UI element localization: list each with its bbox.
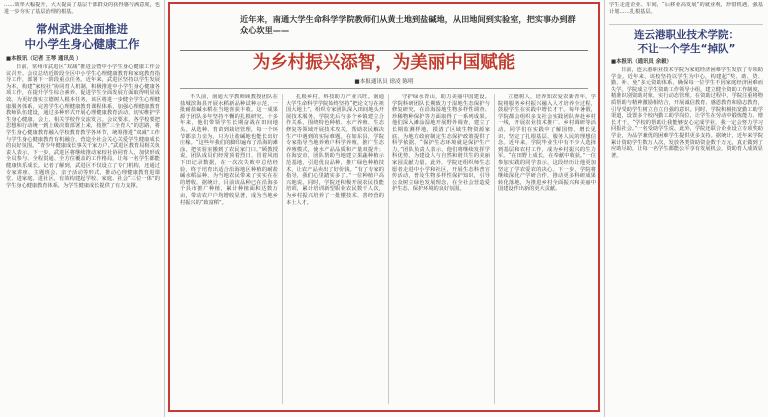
right-divider xyxy=(604,0,605,417)
main-title: 为乡村振兴添智，为美丽中国赋能 xyxy=(252,53,516,73)
left-top-snippet: ……效率大幅提升，大大提高了基层干部群众的获得感与满意度，也进一步夯实了基层治理的根基。 xyxy=(4,2,160,15)
main-body-column-1: 不久前，南通大学教师顾教授团队在盐城滨海县开展水稻新品种试种示范，一批耐盐碱水稻在当地喜获丰收。这一成果源于团队多年坚持不懈的扎根研究。十多年来，他们带领学生长期奋战在田间地头，从选种、育苗到栽培管理，每一个环节都亲力亲为，只为让盐碱地也能长出好庄稼。“这些年我们的脚印遍布了沿海的滩涂，把实验室搬到了农民家门口。”顾教授说。团队成员们经常顶着烈日、冒着风雨下田记录数据，在一次次失败中总结经验，终于培育出适合沿海地区种植的耐盐碱水稻品种，为当地农民带来了实实在在的增收。据统计，目前该品种已在沿海多个县市推广种植，累计种植面积达数万亩，带动农户户均增收显著，成为当地乡村振兴的“致富稻”。 xyxy=(180,94,278,206)
left-article-body: 日前，常州市武进区“双减”推进会暨中小学生身心健康工作会议召开。会议总结近阶段全区中小学生心理健康教育和家庭教育指导工作，部署下一阶段重点任务。近年来，武进区坚持以学生发展为本，构建“家校社”协同育人机制，积极推进中小学生身心健康各项工作，在提升学生综合素养、促进学生全面发展方面取得明显成效。为更好落实立德树人根本任务，该区将进一步健全学生心理健康服务体系，完善学生心理健康教育课程体系，加强心理健康教育教师队伍建设，通过多种形式开展心理健康教育活动，切实维护学生身心健康。会上，相关学校作交流发言。会议要求，各学校要把思想和行动统一到上级决策部署上来，按照“三全育人”的思路，将学生身心健康教育融入学校教育教学各环节，统筹推进“双减”工作与学生身心健康教育有机融合，营造全社会关心关爱学生健康成长的良好氛围。“青少年健康成长事关千家万户。”武进区教育局相关负责人表示，下一步，武进区将继续推动家校社协同育人，加快形成全员参与、全程贯通、全方位覆盖的工作格局，让每一名学生都能健康快乐成长。记者了解到，武进区不仅设立了专门机构，还通过专家讲座、主题班会、亲子活动等形式，推动心理健康教育进课堂、进家庭、进社区，有效构建起学校、家庭、社会“三位一体”的学生身心健康教育体系，为学生健康成长提供了有力支撑。 xyxy=(6,64,160,189)
main-lead: 近年来，南通大学生命科学学院教师们从黄土地到盐碱地，从田地间到实验室，把实事办到群众心坎里—— xyxy=(240,14,576,35)
left-headline-line-2: 中小学生身心健康工作 xyxy=(24,37,140,51)
right-article-body: 日前，连云港职业技术学院为家庭经济困难学生发放了专项助学金。近年来，该校坚持以学生为中心，构建起“奖、助、贷、勤、补、免”多元资助体系，确保每一位学生不因家庭经济困难而失学。学院成立学生资助工作领导小组，建立健全资助工作制度，精准识别资助对象，实行动态管理。在资助过程中，学院注重将物质帮助与精神激励相结合，开展诚信教育、感恩教育和励志教育，引导受助学生树立自立自强的意识。同时，学院积极拓宽勤工助学渠道，设置多个校内勤工助学岗位，让学生在劳动中锻炼能力、增长才干。“学校的帮助让我能够安心完成学业，我一定会努力学习回报社会。”一名受助学生说。此外，学院还联合企业设立专项奖助学金，为品学兼优的困难学生提供更多支持。据统计，近年来学院累计资助学生数万人次，发放各类资助资金数千万元，真正做到了应助尽助，让每一名学生都能公平享有发展机会，资助育人成效显著。 xyxy=(611,67,763,159)
left-column xyxy=(2,0,162,417)
main-article-box xyxy=(168,2,600,412)
right-byline: ■本报讯（通讯员 余毅） xyxy=(611,59,672,65)
main-body-column-4: 立德树人，培养知农爱农新青年。学院将服务乡村振兴融入人才培养全过程，鼓励学生在实践中增长才干。每年暑假，学院都会组织多支社会实践团队奔赴乡村一线，开展农业技术推广、乡村调研等活动。同学们在实践中了解国情、增长见识，坚定了扎根基层、服务人民的理想信念。近年来，学院毕业生中有不少人选择到基层和农村工作，成为乡村振兴的生力军。“在田野上成长，在奉献中收获。”一位参加实践的同学表示，这段经历让他更加坚定了学农爱农的决心。下一步，学院将继续深化产学研合作，推动更多科研成果转化落地，为推进乡村全面振兴和美丽中国建设作出新的更大贡献。 xyxy=(498,94,596,193)
main-body-column-3: 守护绿水青山，助力美丽中国建设。学院科研团队长期致力于湿地生态保护与修复研究，在沿海湿地生物多样性调查、珍稀物种保护等方面取得了一系列成果。他们深入滩涂湿地开展野外调查，建立了长期监测样地，摸清了区域生物资源家底，为地方政府制定生态保护政策提供了科学依据。“保护生态环境就是保护生产力。”团队负责人表示，他们将继续发挥学科优势，为建设人与自然和谐共生的美丽家园贡献力量。此外，学院还组织师生志愿者走进中小学和社区，开展生态科普宣传活动，普及生物多样性保护知识，引导公众树立绿色发展理念，在全社会营造爱护生态、保护环境的良好氛围。 xyxy=(392,94,490,193)
byline-rule xyxy=(180,88,588,89)
right-headline-line-1: 连云港职业技术学院： xyxy=(634,29,739,41)
right-top-rule xyxy=(609,24,763,25)
right-headline-line-2: 不让一个学生“掉队” xyxy=(637,43,736,55)
main-column-divider-3 xyxy=(494,94,495,404)
right-top-snippet: 学生走进企业、车间，“后移业高发展”的就业观，珍惜机遇，强基计划……扎根基层。 xyxy=(609,2,763,15)
lead-rule xyxy=(180,50,588,51)
left-byline: ■本报讯（记者 王琴 通讯员 ） xyxy=(6,56,82,62)
left-headline-line-1: 常州武进全面推进 xyxy=(36,22,128,36)
main-byline: ■本报通讯员 徐凌 陈明 xyxy=(354,79,414,85)
right-column xyxy=(607,0,766,417)
main-column-divider-1 xyxy=(282,94,283,404)
left-divider xyxy=(164,0,165,417)
main-body-column-2: 扎根乡村，科技助力产业兴旺。南通大学生命科学学院始终坚持“把论文写在祖国大地上”，组织专家团队深入田间地头开展技术服务。学院先后与多个乡镇建立合作关系，围绕特色种植、水产养殖、生态修复等领域开展技术攻关，帮助农民解决生产中遇到的实际难题。在如东县，学院专家指导当地养殖户科学养殖，推广生态养殖模式，使水产品品质和产量双提升；在海安市，团队帮助当地建立果蔬种植示范基地，引进优良品种，推广绿色种植技术，让农产品卖出了好价钱。“有了专家的指导，我们心里踏实多了。”一位种植户高兴地说。同时，学院还积极开展农民技能培训，累计培训新型职业农民数千人次，为乡村振兴培养了一批懂技术、善经营的本土人才。 xyxy=(286,94,384,206)
main-column-divider-2 xyxy=(388,94,389,404)
